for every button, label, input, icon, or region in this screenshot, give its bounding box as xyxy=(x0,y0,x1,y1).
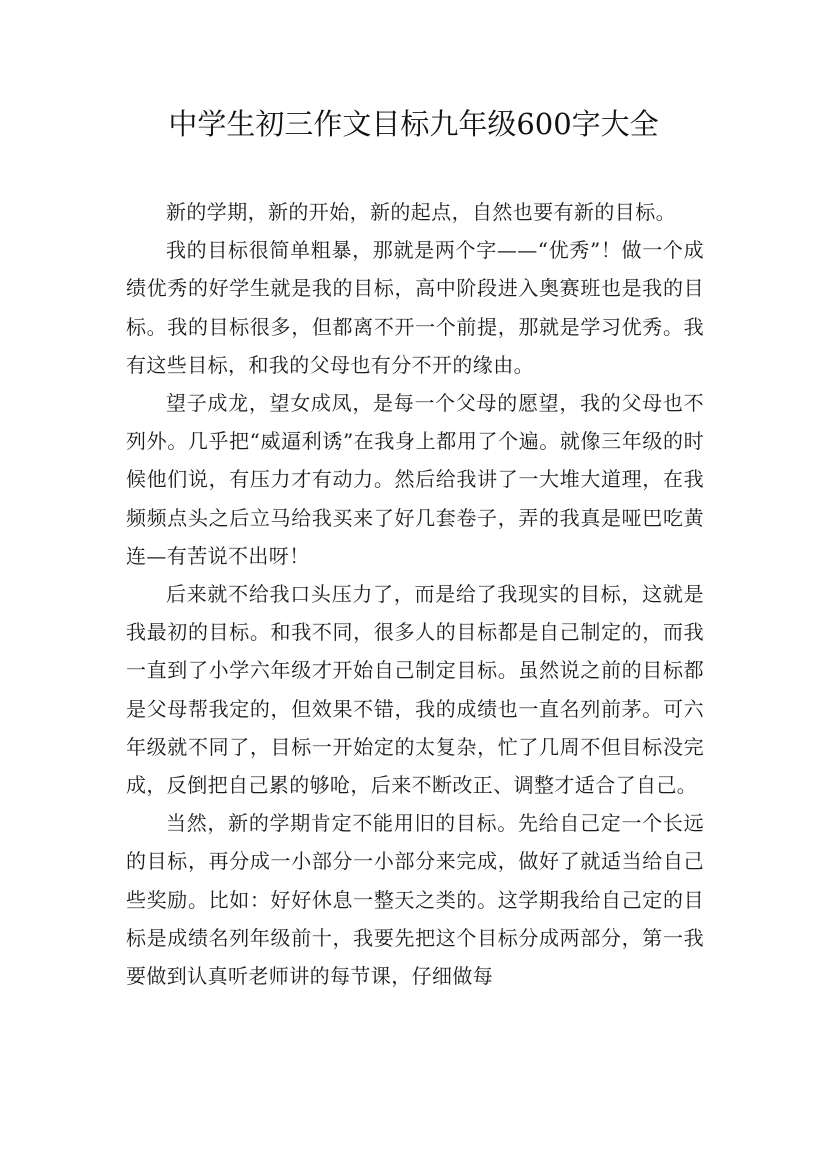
document-title: 中学生初三作文目标九年级600字大全 xyxy=(168,107,659,141)
paragraph-2: 我的目标很简单粗暴，那就是两个字——“优秀”！做一个成绩优秀的好学生就是我的目标，高中阶段进入奥赛班也是我的目标。我的目标很多，但都离不开一个前提，那就是学习优秀。我有这些目标，和我的父母也有分不开的缘由。 xyxy=(126,238,704,377)
paragraph-4: 后来就不给我口头压力了，而是给了我现实的目标，这就是我最初的目标。和我不同，很多人的目标都是自己制定的，而我一直到了小学六年级才开始自己制定目标。虽然说之前的目标都是父母帮我定的，但效果不错，我的成绩也一直名列前茅。可六年级就不同了，目标一开始定的太复杂，忙了几周不但目标没完成，反倒把自己累的够呛，后来不断改正、调整才适合了自己。 xyxy=(126,582,704,798)
paragraph-5: 当然，新的学期肯定不能用旧的目标。先给自己定一个长远的目标，再分成一小部分一小部分来完成，做好了就适当给自己些奖励。比如：好好休息一整天之类的。这学期我给自己定的目标是成绩名列年级前十，我要先把这个目标分成两部分，第一我要做到认真听老师讲的每节课，仔细做每 xyxy=(126,811,704,989)
paragraph-1: 新的学期，新的开始，新的起点，自然也要有新的目标。 xyxy=(166,200,676,224)
document-body xyxy=(126,193,704,995)
paragraph-3: 望子成龙，望女成凤，是每一个父母的愿望，我的父母也不列外。几乎把“威逼利诱”在我身上都用了个遍。就像三年级的时候他们说，有压力才有动力。然后给我讲了一大堆大道理，在我频频点头之后立马给我买来了好几套卷子，弄的我真是哑巴吃黄连—有苦说不出呀！ xyxy=(126,391,704,568)
